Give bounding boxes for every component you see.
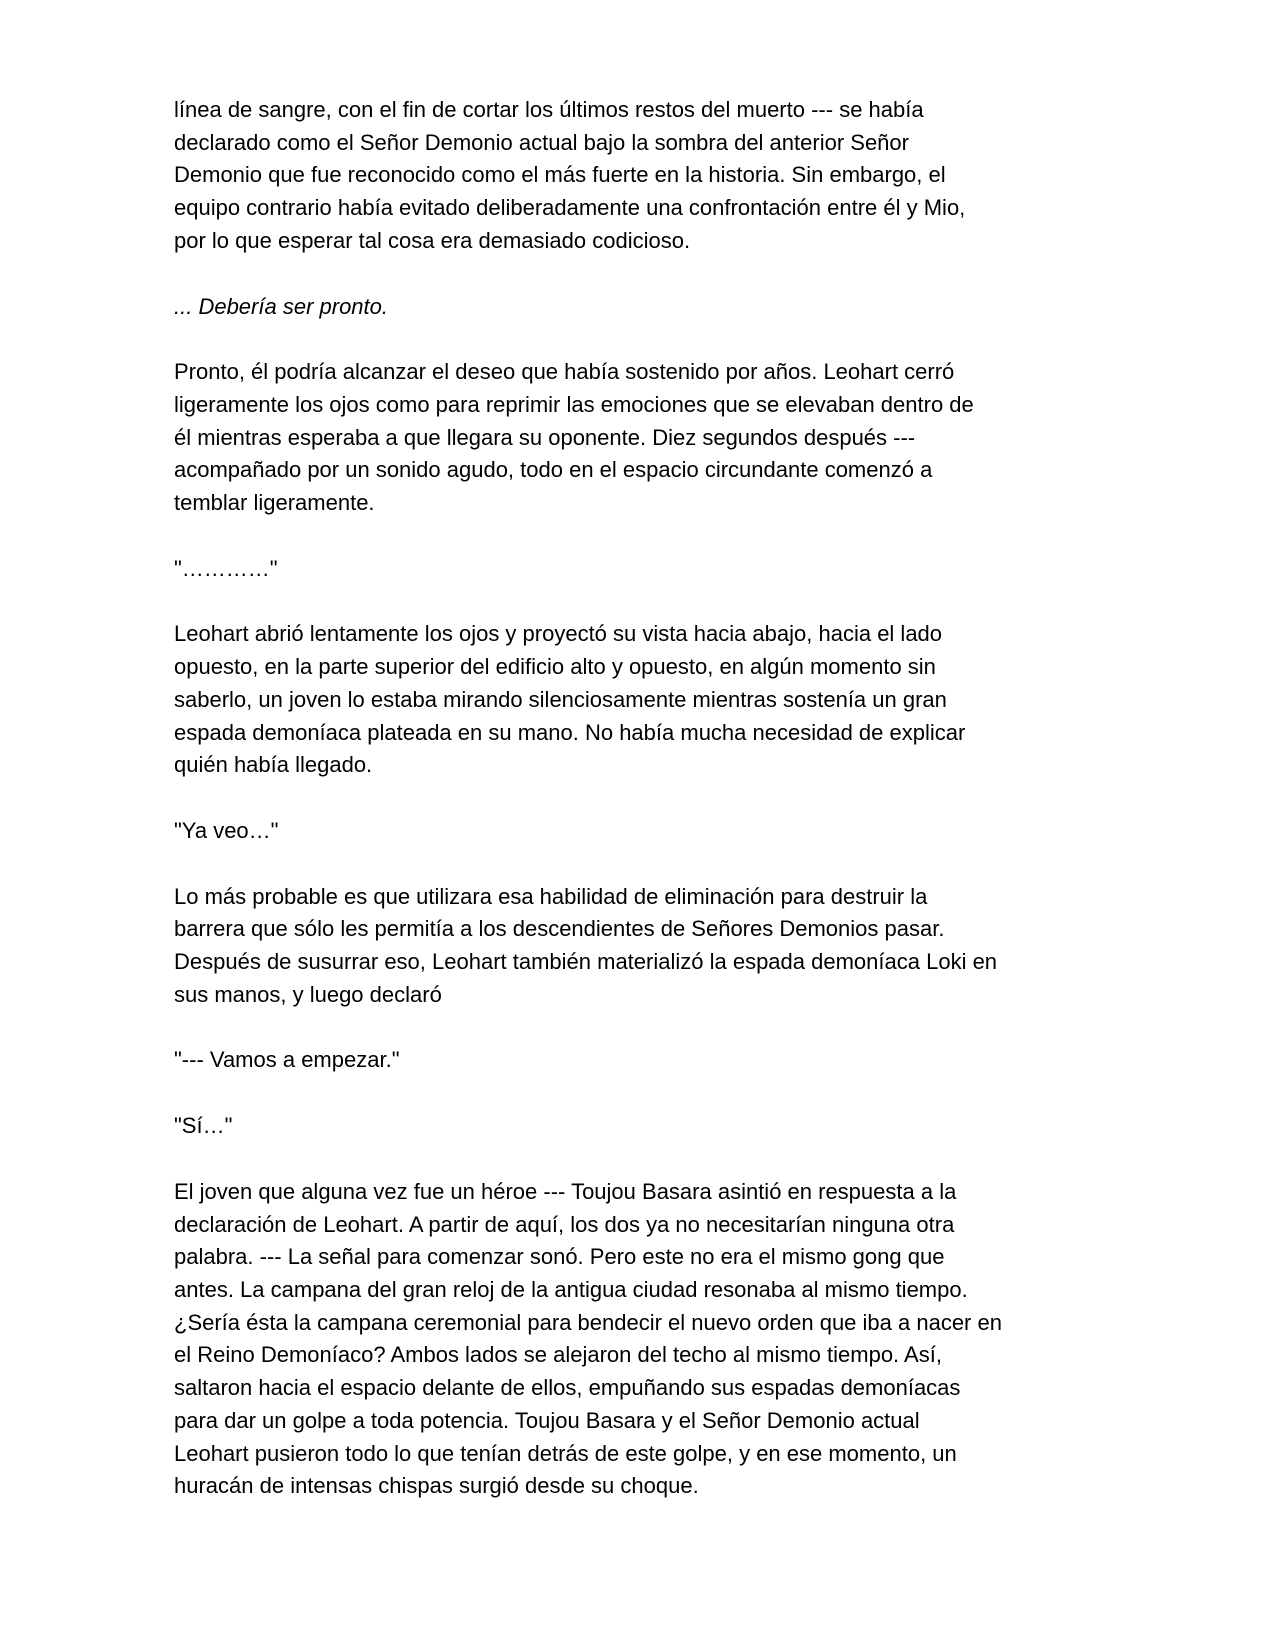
text-line: ¿Sería ésta la campana ceremonial para bendecir el nuevo orden que iba a nacer en: [174, 1309, 1002, 1335]
paragraph: [174, 881, 1094, 1012]
text-line: por lo que esperar tal cosa era demasiado codicioso.: [174, 227, 691, 253]
text-line: Pronto, él podría alcanzar el deseo que había sostenido por años. Leohart cerró: [174, 359, 955, 385]
text-line: Después de susurrar eso, Leohart también materializó la espada demoníaca Loki en: [174, 949, 998, 975]
text-line: espada demoníaca plateada en su mano. No había mucha necesidad de explicar: [174, 719, 966, 745]
text-line: ligeramente los ojos como para reprimir las emociones que se elevaban dentro de: [174, 391, 974, 417]
text-line: declaración de Leohart. A partir de aquí, los dos ya no necesitarían ninguna otra: [174, 1211, 955, 1237]
text-line: Lo más probable es que utilizara esa habilidad de eliminación para destruir la: [174, 883, 928, 909]
text-line: Leohart abrió lentamente los ojos y proyectó su vista hacia abajo, hacia el lado: [174, 621, 943, 647]
text-line: ... Debería ser pronto.: [174, 293, 388, 319]
text-line: El joven que alguna vez fue un héroe --- Toujou Basara asintió en respuesta a la: [174, 1178, 957, 1204]
text-line: declarado como el Señor Demonio actual bajo la sombra del anterior Señor: [174, 129, 909, 155]
paragraph: [174, 94, 1094, 258]
text-line: línea de sangre, con el fin de cortar los últimos restos del muerto --- se había: [174, 97, 924, 122]
paragraph: [174, 356, 1094, 520]
paragraph: [174, 1110, 1094, 1143]
text-line: opuesto, en la parte superior del edificio alto y opuesto, en algún momento sin: [174, 654, 936, 680]
text-line: "--- Vamos a empezar.": [174, 1047, 400, 1073]
paragraph: [174, 815, 1094, 848]
text-line: "Sí…": [174, 1113, 233, 1139]
paragraph: [174, 618, 1094, 782]
text-line: quién había llegado.: [174, 752, 373, 778]
text-line: Leohart pusieron todo lo que tenían detrás de este golpe, y en ese momento, un: [174, 1440, 957, 1466]
paragraph: [174, 291, 1094, 324]
text-line: temblar ligeramente.: [174, 490, 375, 516]
text-line: sus manos, y luego declaró: [174, 981, 442, 1007]
text-line: saltaron hacia el espacio delante de ellos, empuñando sus espadas demoníacas: [174, 1375, 961, 1401]
text-line: "…………": [174, 555, 278, 581]
text-line: él mientras esperaba a que llegara su oponente. Diez segundos después ---: [174, 424, 916, 450]
paragraph: [174, 1176, 1094, 1503]
text-line: palabra. --- La señal para comenzar sonó. Pero este no era el mismo gong que: [174, 1244, 945, 1270]
text-line: saberlo, un joven lo estaba mirando silenciosamente mientras sostenía un gran: [174, 686, 947, 712]
text-line: equipo contrario había evitado deliberadamente una confrontación entre él y Mio,: [174, 195, 966, 221]
text-line: antes. La campana del gran reloj de la antigua ciudad resonaba al mismo tiempo.: [174, 1276, 968, 1302]
text-line: huracán de intensas chispas surgió desde su choque.: [174, 1473, 699, 1499]
text-line: barrera que sólo les permitía a los descendientes de Señores Demonios pasar.: [174, 916, 945, 942]
text-line: para dar un golpe a toda potencia. Toujou Basara y el Señor Demonio actual: [174, 1407, 920, 1433]
body-text: [174, 94, 1094, 1536]
paragraph: [174, 553, 1094, 586]
text-line: "Ya veo…": [174, 817, 279, 843]
text-line: acompañado por un sonido agudo, todo en el espacio circundante comenzó a: [174, 457, 933, 483]
text-line: Demonio que fue reconocido como el más fuerte en la historia. Sin embargo, el: [174, 162, 946, 188]
text-line: el Reino Demoníaco? Ambos lados se alejaron del techo al mismo tiempo. Así,: [174, 1342, 942, 1368]
paragraph: [174, 1044, 1094, 1077]
